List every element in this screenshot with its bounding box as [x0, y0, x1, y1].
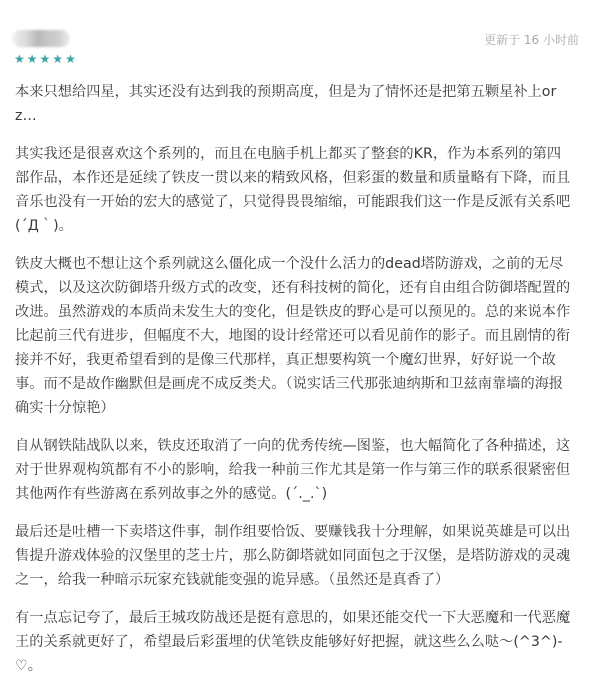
- review-paragraph: 铁皮大概也不想让这个系列就这么僵化成一个没什么活力的dead塔防游戏，之前的无尽模式，以及这次防御塔升级方式的改变，还有科技树的简化，还有自由组合防御塔配置的改进。虽然游戏的本质尚未发生大的变化，但是铁皮的野心是可以预见的。总的来说本作比起前三代有进步，但幅度不大，地图的设计经常还可以看见前作的影子。而且剧情的衔接并不好，我更希望看到的是像三代那样，真正想要构筑一个魔幻世界，好好说一个故事。而不是故作幽默但是画虎不成反类犬。（说实话三代那张迪纳斯和卫兹南靠墙的海报确实十分惊艳）: [15, 256, 571, 416]
- review-paragraph: 其实我还是很喜欢这个系列的，而且在电脑手机上都买了整套的KR，作为本系列的第四部作品，本作还是延续了铁皮一贯以来的精致风格，但彩蛋的数量和质量略有下降，而且音乐也没有一开始的宏大的感觉了，只觉得畏畏缩缩，可能跟我们这一作是反派有关系吧(´Д｀)。: [15, 146, 571, 234]
- star-icon: ★: [65, 52, 76, 66]
- review-paragraph: 本来只想给四星，其实还没有达到我的预期高度，但是为了情怀还是把第五颗星补上orz…: [15, 84, 557, 124]
- review-paragraph: 最后还是吐槽一下卖塔这件事，制作组要恰饭、要赚钱我十分理解，如果说英雄是可以出售提升游戏体验的汉堡里的芝士片，那么防御塔就如同面包之于汉堡，是塔防游戏的灵魂之一，给我一种暗示玩家充钱就能变强的诡异感。（虽然还是真香了）: [15, 524, 571, 588]
- updated-timestamp: 更新于 16 小时前: [484, 33, 579, 47]
- star-icon: ★: [14, 52, 25, 66]
- review-body: [15, 80, 575, 692]
- review-paragraph: 有一点忘记夸了，最后王城攻防战还是挺有意思的，如果还能交代一下大恶魔和一代恶魔王的关系就更好了，希望最后彩蛋埋的伏笔铁皮能够好好把握，就这些么么哒～(^3^)-♡。: [15, 610, 571, 674]
- blurred-username[interactable]: [12, 30, 70, 47]
- star-rating: [14, 53, 76, 65]
- review-header: [0, 0, 607, 75]
- star-icon: ★: [26, 52, 38, 66]
- review-paragraph: 自从钢铁陆战队以来，铁皮还取消了一向的优秀传统—图鉴，也大幅简化了各种描述，这对于世界观构筑都有不小的影响，给我一种前三作尤其是第一作与第三作的联系很紧密但其他两作有些游离在系列故事之外的感觉。(´._.`): [15, 438, 571, 502]
- star-icon: ★: [39, 52, 51, 66]
- star-icon: ★: [52, 52, 64, 66]
